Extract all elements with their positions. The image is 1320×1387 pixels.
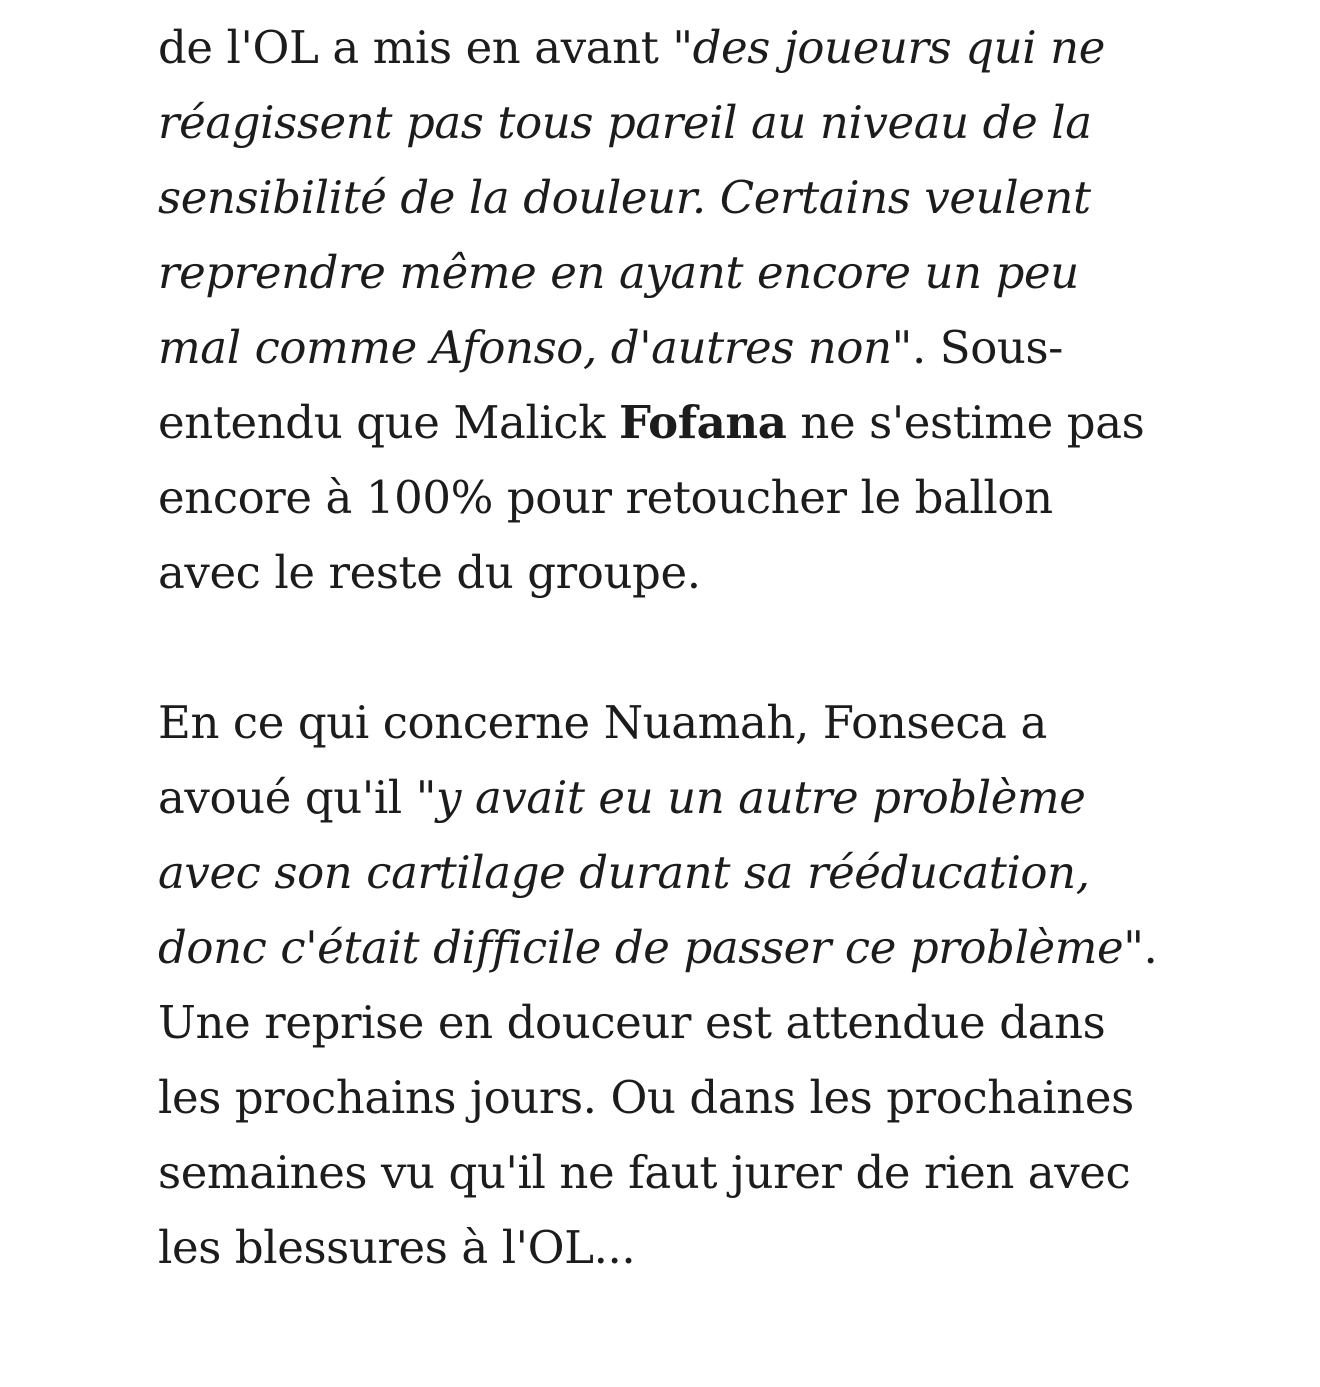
player-name: Fofana bbox=[619, 396, 787, 449]
paragraph-text: . Une reprise en douceur est attendue dans les prochains jours. Ou dans les prochaines semaines vu qu'il ne faut jurer de rien avec les blessures à l'OL... bbox=[158, 921, 1158, 1274]
article-body bbox=[158, 10, 1158, 1285]
paragraph-text: . Sous-entendu que Malick bbox=[158, 321, 1063, 449]
coach-quote: "des joueurs qui ne réagissent pas tous pareil au niveau de la sensibilité de la douleur. Certains veulent reprendre même en ayant encore un peu mal comme Afonso, d'autres non" bbox=[158, 21, 1105, 374]
article-paragraph-fofana bbox=[158, 10, 1158, 610]
paragraph-text: ne s'estime pas encore à 100% pour retoucher le ballon avec le reste du groupe. bbox=[158, 396, 1145, 599]
paragraph-text: En ce qui concerne Nuamah, Fonseca a avoué qu'il bbox=[158, 696, 1047, 824]
paragraph-text: de l'OL a mis en avant bbox=[158, 21, 673, 74]
coach-quote: "y avait eu un autre problème avec son cartilage durant sa rééducation, donc c'était difficile de passer ce problème" bbox=[158, 771, 1144, 974]
article-paragraph-nuamah bbox=[158, 685, 1158, 1285]
